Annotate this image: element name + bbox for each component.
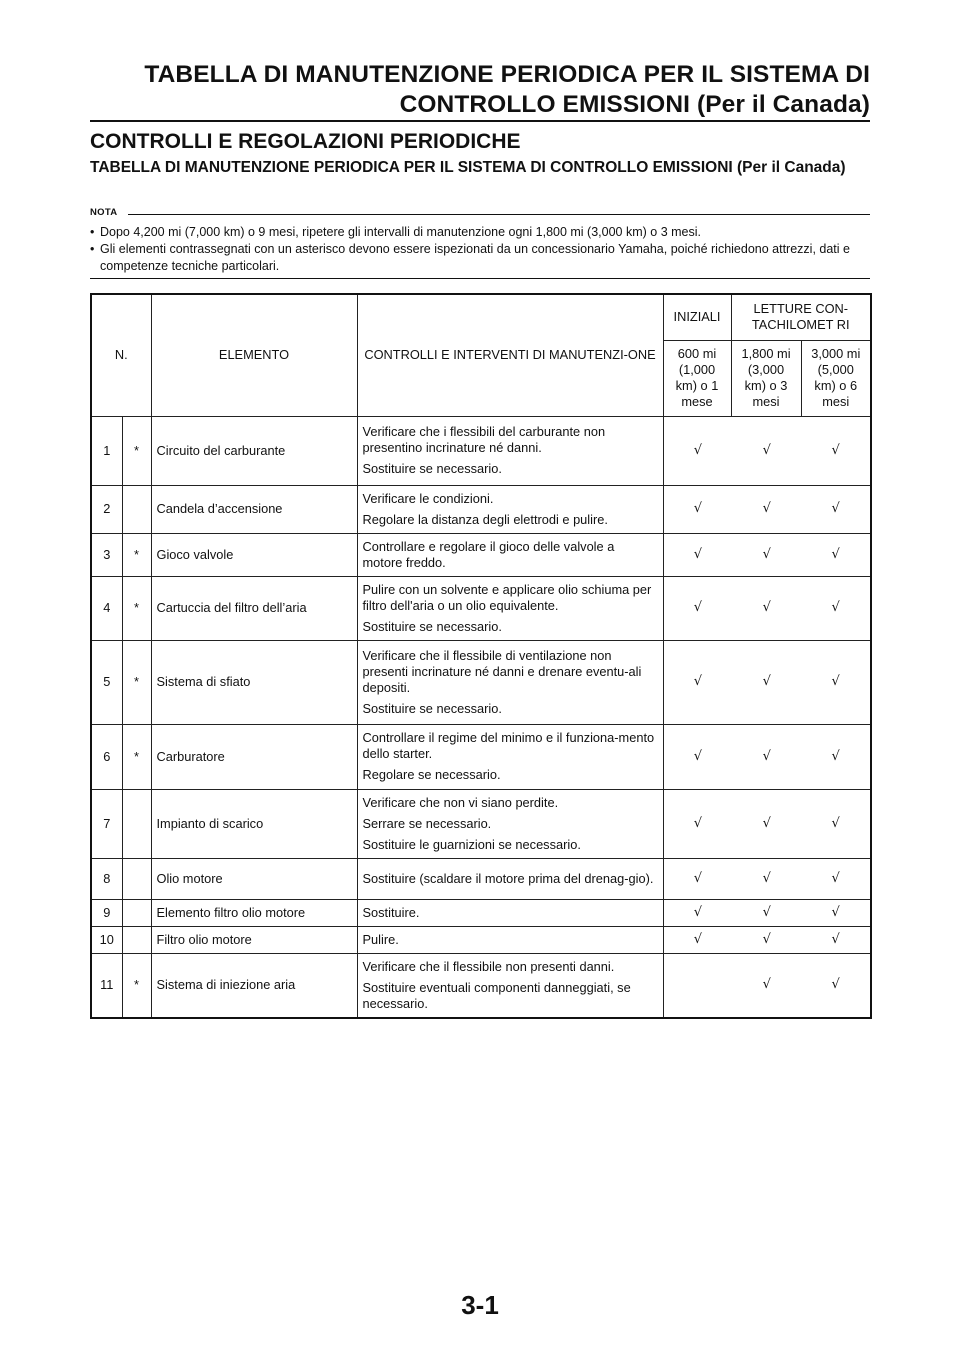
check-mark: √ <box>762 931 771 947</box>
row-number: 10 <box>91 926 122 953</box>
row-actions <box>357 416 663 485</box>
row-checks <box>663 926 871 953</box>
header-line-2: CONTROLLO EMISSIONI (Per il Canada) <box>399 91 870 118</box>
check-mark: √ <box>693 442 703 458</box>
check-mark: √ <box>693 904 703 920</box>
check-mark: √ <box>693 501 703 516</box>
nota-item: • Gli elementi contrassegnati con un asterisco devono essere ispezionati da un concessionario Yamaha, poiché richiedono attrezzi, dati e competenze tecniche particolari. <box>90 241 870 275</box>
action-text: Verificare le condizioni. <box>362 490 494 506</box>
row-item: Filtro olio motore <box>151 926 357 953</box>
action-text: Sostituire. <box>362 904 420 920</box>
row-item: Elemento filtro olio motore <box>151 899 357 926</box>
table-row <box>91 926 871 953</box>
row-checks <box>663 416 871 485</box>
row-actions <box>357 724 663 789</box>
check-mark: √ <box>693 600 703 615</box>
action-text: Verificare che non vi siano perdite. <box>362 794 559 810</box>
check-mark: √ <box>693 931 703 947</box>
action-text: Verificare che i flessibili del carburante non presentino incrinature né danni. <box>362 424 606 455</box>
row-checks <box>663 640 871 724</box>
row-actions <box>357 640 663 724</box>
header-interval-1: 600 mi (1,000 km) o 1 mese <box>663 340 731 416</box>
table-row <box>91 533 871 576</box>
check-mark: √ <box>762 977 771 992</box>
check-mark: √ <box>762 748 771 764</box>
header-letture: LETTURE CON-TACHILOMET RI <box>731 294 871 340</box>
action-text: Controllare il regime del minimo e il funziona-mento dello starter. <box>362 730 655 761</box>
header-elemento: ELEMENTO <box>151 294 357 416</box>
check-mark: √ <box>762 870 771 886</box>
check-mark: √ <box>831 815 840 831</box>
check-mark: √ <box>762 674 771 689</box>
check-mark: √ <box>831 442 840 458</box>
action-text: Sostituire eventuali componenti danneggiati, se necessario. <box>362 979 631 1011</box>
row-item: Circuito del carburante <box>151 416 357 485</box>
table-row <box>91 789 871 858</box>
row-item: Impianto di scarico <box>151 789 357 858</box>
table-row <box>91 953 871 1018</box>
row-checks <box>663 789 871 858</box>
row-item: Sistema di sfiato <box>151 640 357 724</box>
table-subtitle: TABELLA DI MANUTENZIONE PERIODICA PER IL SISTEMA DI CONTROLLO EMISSIONI (Per il Canada) <box>90 159 846 176</box>
check-mark: √ <box>693 815 703 831</box>
row-item: Olio motore <box>151 858 357 899</box>
check-mark: √ <box>831 870 840 886</box>
row-number: 2 <box>91 485 122 533</box>
row-checks <box>663 533 871 576</box>
check-mark <box>664 977 733 993</box>
row-actions <box>357 533 663 576</box>
row-actions <box>357 576 663 640</box>
asterisk-mark <box>122 858 151 899</box>
action-text: Controllare e regolare il gioco delle valvole a motore freddo. <box>362 538 615 570</box>
check-mark: √ <box>693 546 703 562</box>
action-text: Sostituire se necessario. <box>362 700 502 716</box>
row-actions <box>357 953 663 1018</box>
check-mark: √ <box>762 546 771 562</box>
row-item: Cartuccia del filtro dell’aria <box>151 576 357 640</box>
section-title: CONTROLLI E REGOLAZIONI PERIODICHE <box>90 130 521 153</box>
asterisk-mark: * <box>122 416 151 485</box>
nota-end-rule <box>90 278 870 279</box>
asterisk-mark <box>122 789 151 858</box>
action-text: Regolare se necessario. <box>362 767 501 782</box>
action-text: Sostituire se necessario. <box>362 461 502 476</box>
asterisk-mark <box>122 926 151 953</box>
check-mark: √ <box>693 870 703 886</box>
row-checks <box>663 899 871 926</box>
check-mark: √ <box>831 600 840 615</box>
action-text: Sostituire (scaldare il motore prima del drenag-gio). <box>362 870 654 886</box>
row-item: Carburatore <box>151 724 357 789</box>
header-interval-2: 1,800 mi (3,000 km) o 3 mesi <box>731 340 801 416</box>
check-mark: √ <box>762 904 771 920</box>
check-mark: √ <box>831 674 840 689</box>
check-mark: √ <box>762 600 771 615</box>
asterisk-mark: * <box>122 724 151 789</box>
page-header <box>90 60 870 120</box>
table-row <box>91 858 871 899</box>
row-number: 4 <box>91 576 122 640</box>
row-number: 5 <box>91 640 122 724</box>
row-checks <box>663 858 871 899</box>
table-row <box>91 640 871 724</box>
row-number: 9 <box>91 899 122 926</box>
maintenance-table <box>90 293 872 1019</box>
asterisk-mark: * <box>122 533 151 576</box>
row-number: 3 <box>91 533 122 576</box>
action-text: Sostituire se necessario. <box>362 618 502 634</box>
row-checks <box>663 724 871 789</box>
asterisk-mark: * <box>122 576 151 640</box>
check-mark: √ <box>831 501 840 516</box>
action-text: Pulire con un solvente e applicare olio schiuma per filtro dell'aria o un olio equivalente. <box>362 581 652 613</box>
row-actions <box>357 858 663 899</box>
table-body <box>91 416 871 1018</box>
row-number: 7 <box>91 789 122 858</box>
row-actions <box>357 926 663 953</box>
action-text: Pulire. <box>362 931 399 947</box>
check-mark: √ <box>831 931 840 947</box>
asterisk-mark <box>122 899 151 926</box>
nota-label: NOTA <box>90 207 118 218</box>
table-row <box>91 485 871 533</box>
row-checks <box>663 953 871 1018</box>
check-mark: √ <box>831 904 840 920</box>
table-row <box>91 899 871 926</box>
table-row <box>91 724 871 789</box>
header-line-1: TABELLA DI MANUTENZIONE PERIODICA PER IL SISTEMA DI <box>144 61 870 88</box>
action-text: Regolare la distanza degli elettrodi e pulire. <box>362 511 608 527</box>
asterisk-mark: * <box>122 953 151 1018</box>
table-row <box>91 576 871 640</box>
check-mark: √ <box>762 815 771 831</box>
page-number: 3-1 <box>461 1290 499 1320</box>
header-controlli: CONTROLLI E INTERVENTI DI MANUTENZI-ONE <box>357 294 663 416</box>
row-number: 11 <box>91 953 122 1018</box>
row-actions <box>357 485 663 533</box>
action-text: Verificare che il flessibile di ventilazione non presenti incrinature né danni e drenare eventu-ali depositi. <box>362 647 642 695</box>
row-item: Candela d’accensione <box>151 485 357 533</box>
row-actions <box>357 899 663 926</box>
action-text: Sostituire le guarnizioni se necessario. <box>362 836 581 852</box>
header-n: N. <box>91 294 151 416</box>
row-checks <box>663 485 871 533</box>
check-mark: √ <box>831 546 840 562</box>
nota-item: • Dopo 4,200 mi (7,000 km) o 9 mesi, ripetere gli intervalli di manutenzione ogni 1,800 mi (3,000 km) o 3 mesi. <box>90 224 870 241</box>
check-mark: √ <box>762 501 771 516</box>
row-item: Gioco valvole <box>151 533 357 576</box>
row-number: 6 <box>91 724 122 789</box>
check-mark: √ <box>693 748 703 764</box>
header-iniziali: INIZIALI <box>663 294 731 340</box>
row-checks <box>663 576 871 640</box>
row-item: Sistema di iniezione aria <box>151 953 357 1018</box>
check-mark: √ <box>762 442 771 458</box>
check-mark: √ <box>831 748 840 764</box>
header-rule <box>90 120 870 122</box>
check-mark: √ <box>693 674 703 689</box>
row-actions <box>357 789 663 858</box>
action-text: Verificare che il flessibile non presenti danni. <box>362 958 615 974</box>
nota-list <box>90 224 870 275</box>
check-mark: √ <box>831 977 840 992</box>
asterisk-mark: * <box>122 640 151 724</box>
nota-rule <box>128 214 870 215</box>
action-text: Serrare se necessario. <box>362 815 492 831</box>
row-number: 8 <box>91 858 122 899</box>
asterisk-mark <box>122 485 151 533</box>
table-row <box>91 416 871 485</box>
row-number: 1 <box>91 416 122 485</box>
header-interval-3: 3,000 mi (5,000 km) o 6 mesi <box>801 340 871 416</box>
